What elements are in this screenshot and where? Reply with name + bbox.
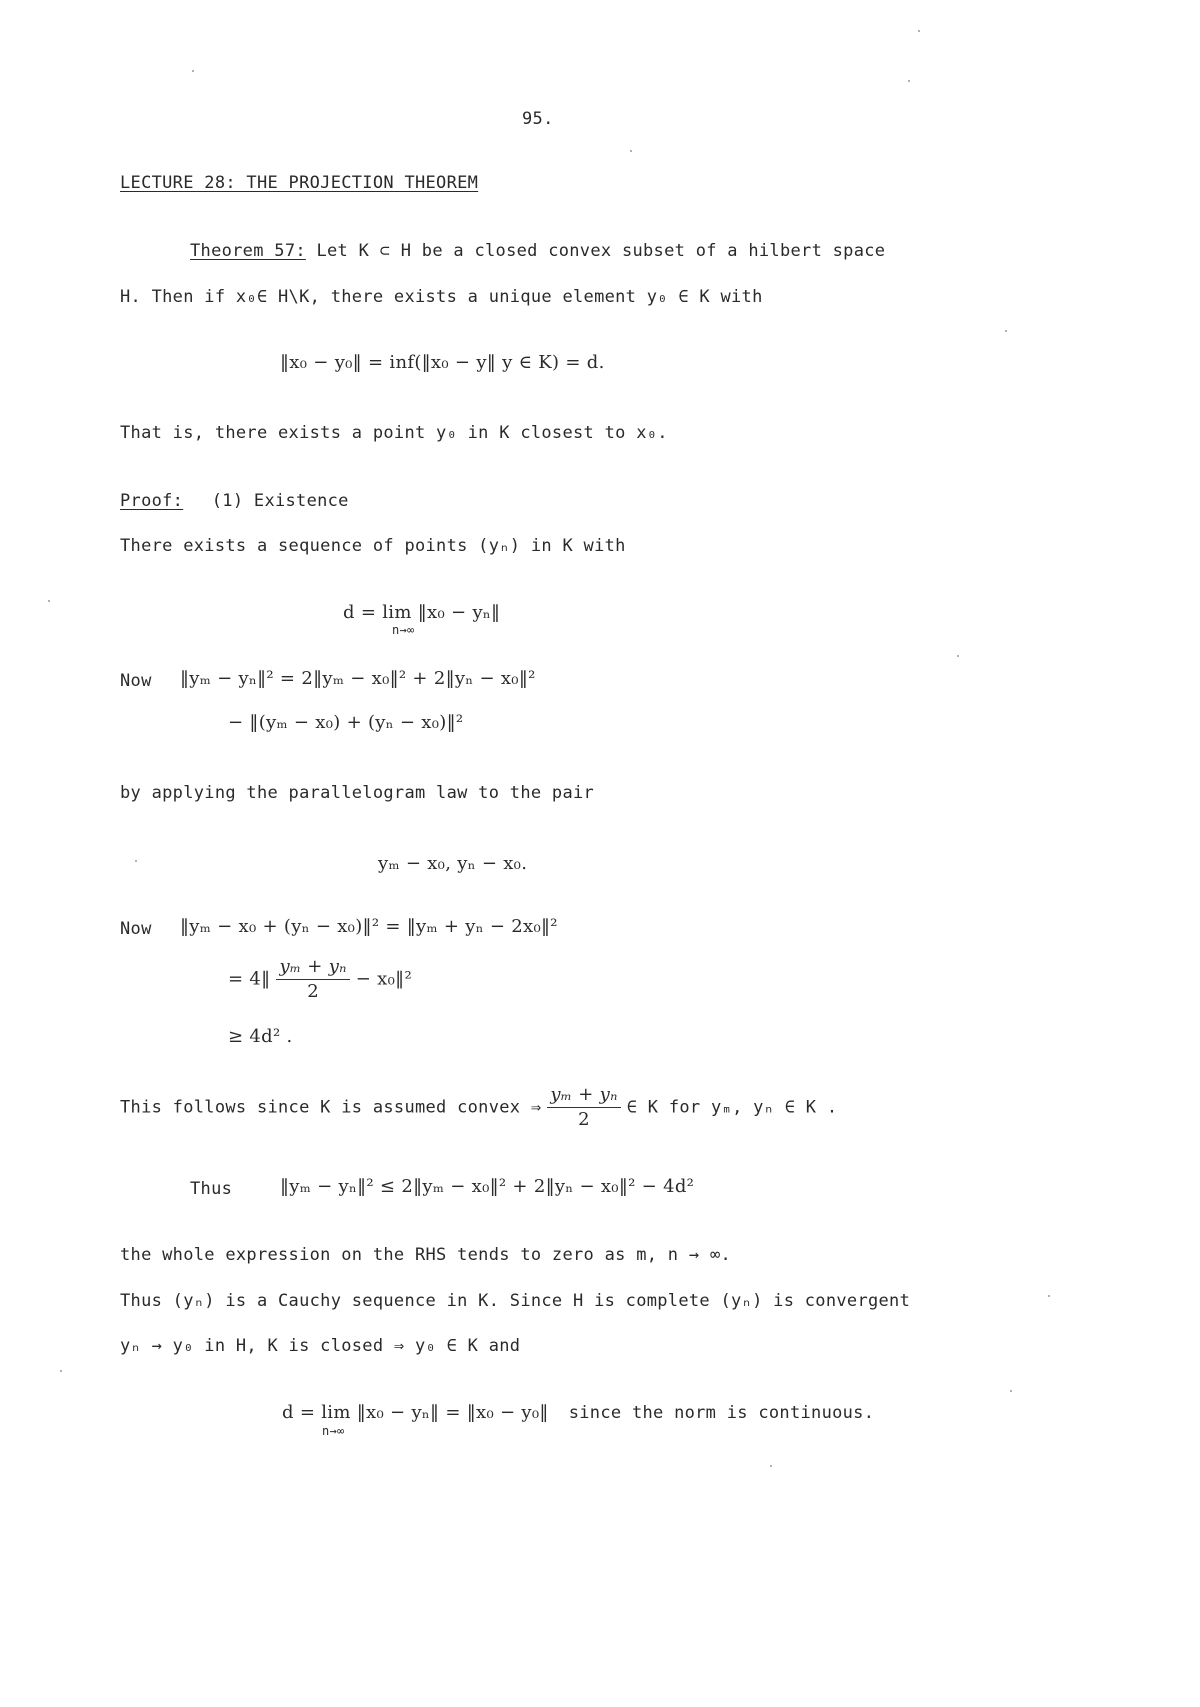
- convex-line: [120, 1084, 837, 1131]
- page-number: 95.: [522, 109, 554, 129]
- parallelogram-eq-line-1: ‖yₘ − yₙ‖² = 2‖yₘ − x₀‖² + 2‖yₙ − x₀‖²: [180, 668, 536, 689]
- norm-sum-pre: = 4‖: [228, 968, 271, 990]
- scan-speck: [1010, 1390, 1012, 1392]
- scan-speck: [908, 80, 910, 82]
- now-label-1: Now: [120, 671, 152, 691]
- final-equation-text: d = lim ‖x₀ − yₙ‖ = ‖x₀ − y₀‖: [282, 1402, 549, 1423]
- theorem-that-is: That is, there exists a point y₀ in K closest to x₀.: [120, 423, 668, 443]
- scan-speck: [1005, 330, 1007, 332]
- midpoint-denominator: 2: [307, 981, 319, 1002]
- sequence-line: There exists a sequence of points (yₙ) in K with: [120, 536, 626, 556]
- convex-pre: This follows since K is assumed convex ⇒: [120, 1097, 542, 1118]
- midpoint-numerator: yₘ + yₙ: [276, 956, 349, 980]
- midpoint-fraction: [276, 956, 349, 1003]
- convex-denominator: 2: [578, 1109, 590, 1130]
- theorem-line-1: [190, 240, 885, 262]
- scan-speck: [135, 860, 137, 862]
- theorem-equation: ‖x₀ − y₀‖ = inf(‖x₀ − y‖ y ∈ K) = d.: [280, 352, 605, 373]
- scan-speck: [192, 70, 194, 72]
- theorem-label: Theorem 57:: [190, 241, 306, 261]
- proof-label: Proof:: [120, 491, 184, 511]
- scan-speck: [918, 30, 920, 32]
- scan-speck: [48, 600, 50, 602]
- limit-equation-text: d = lim ‖x₀ − yₙ‖: [343, 602, 501, 623]
- parallelogram-eq-line-2: − ‖(yₘ − x₀) + (yₙ − x₀)‖²: [228, 712, 464, 733]
- lecture-heading: LECTURE 28: THE PROJECTION THEOREM: [120, 173, 479, 193]
- limit-equation: [343, 602, 500, 624]
- norm-sum-line-1: ‖yₘ − x₀ + (yₙ − x₀)‖² = ‖yₘ + yₙ − 2x₀‖²: [180, 916, 558, 937]
- proof-part: (1) Existence: [211, 491, 349, 511]
- convex-numerator: yₘ + yₙ: [547, 1084, 620, 1108]
- thus-label: Thus: [190, 1179, 233, 1199]
- scan-speck: [957, 655, 959, 657]
- final-text: since the norm is continuous.: [568, 1403, 875, 1423]
- scan-speck: [770, 1465, 772, 1467]
- now-label-2: Now: [120, 919, 152, 939]
- scan-speck: [630, 150, 632, 152]
- final-limit-subscript: n→∞: [322, 1424, 345, 1438]
- convex-fraction: [547, 1084, 620, 1131]
- norm-sum-post: − x₀‖²: [355, 968, 412, 990]
- theorem-line-2: H. Then if x₀∈ H\K, there exists a unique element y₀ ∈ K with: [120, 287, 763, 307]
- cauchy-line: Thus (yₙ) is a Cauchy sequence in K. Since H is complete (yₙ) is convergent: [120, 1291, 911, 1311]
- pair-expression: yₘ − x₀, yₙ − x₀.: [378, 853, 528, 874]
- scan-speck: [60, 1370, 62, 1372]
- proof-heading: [120, 490, 349, 512]
- limit-subscript: n→∞: [392, 623, 415, 637]
- convergence-line: yₙ → y₀ in H, K is closed ⇒ y₀ ∈ K and: [120, 1336, 521, 1356]
- convex-post: ∈ K for yₘ, yₙ ∈ K .: [626, 1097, 838, 1118]
- theorem-text-1: Let K ⊂ H be a closed convex subset of a hilbert space: [316, 241, 886, 261]
- norm-sum-line-2: [228, 956, 412, 1003]
- cauchy-inequality: ‖yₘ − yₙ‖² ≤ 2‖yₘ − x₀‖² + 2‖yₙ − x₀‖² − 4d²: [280, 1176, 695, 1197]
- scan-speck: [1048, 1295, 1050, 1297]
- parallelogram-law-line: by applying the parallelogram law to the pair: [120, 783, 595, 803]
- rhs-line: the whole expression on the RHS tends to zero as m, n → ∞.: [120, 1245, 732, 1265]
- norm-sum-line-3: ≥ 4d² .: [228, 1026, 293, 1047]
- final-equation: [282, 1402, 874, 1424]
